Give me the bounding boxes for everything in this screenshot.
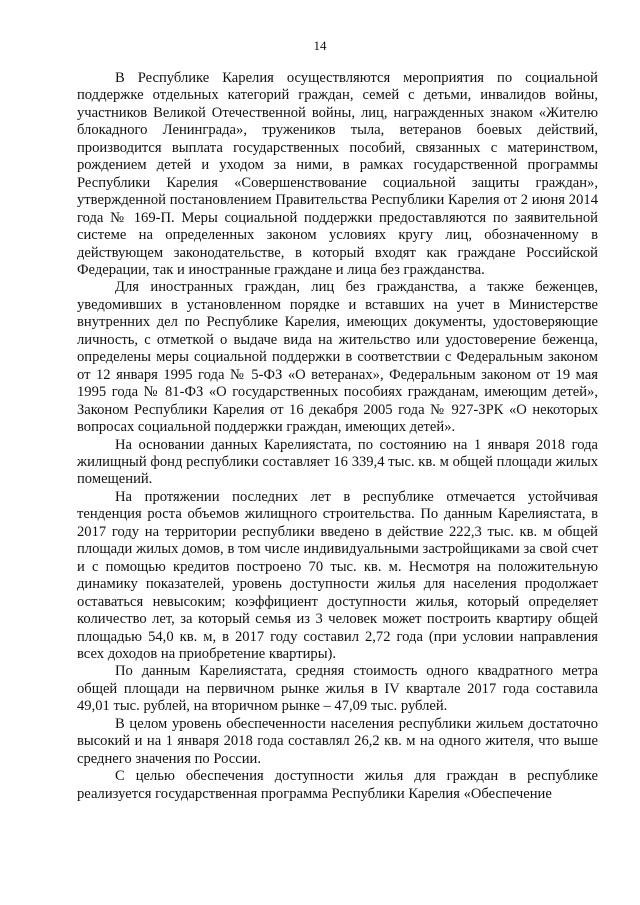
paragraph-foreign-citizens: Для иностранных граждан, лиц без гражданства, а также беженцев, уведомивших в установленном порядке и вставших на учет в Министерстве внутренних дел по Республике Карелия, имеющих документы, удостоверяющие личность, с отметкой о выдаче вида на жительство или удостоверение беженца, определены меры социальной поддержки в соответствии с Федеральным законом от 12 января 1995 года № 5-ФЗ «О ветеранах», Федеральным законом от 19 мая 1995 года № 81-ФЗ «О государственных пособиях гражданам, имеющим детей», Законом Республики Карелия от 16 декабря 2005 года № 927-ЗРК «О некоторых вопросах социальной поддержки граждан, имеющих детей». xyxy=(77,279,598,436)
paragraph-state-program: С целью обеспечения доступности жилья для граждан в республике реализуется государственная программа Республики Карелия «Обеспечение xyxy=(77,768,598,802)
paragraph-price-per-square-meter: По данным Карелиястата, средняя стоимость одного квадратного метра общей площади на первичном рынке жилья в IV квартале 2017 года составила 49,01 тыс. рублей, на вторичном рынке – 47,09 тыс. рублей. xyxy=(77,663,598,715)
paragraph-housing-provision: В целом уровень обеспеченности населения республики жильем достаточно высокий и на 1 января 2018 года составлял 26,2 кв. м на одного жителя, что выше среднего значения по России. xyxy=(77,715,598,767)
paragraph-housing-construction: На протяжении последних лет в республике отмечается устойчивая тенденция роста объемов жилищного строительства. По данным Карелиястата, в 2017 году на территории республики введено в действие 222,3 тыс. кв. м общей площади жилых домов, в том числе индивидуальными застройщиками за свой счет и с помощью кредитов построено 70 тыс. кв. м. Несмотря на положительную динамику показателей, уровень доступности жилья для населения продолжает оставаться невысоким; коэффициент доступности жилья, который определяет количество лет, за который семья из 3 человек может построить квартиру общей площадью 54,0 кв. м, в 2017 году составил 2,72 года (при условии направления всех доходов на приобретение квартиры). xyxy=(77,488,598,662)
paragraph-housing-stock: На основании данных Карелиястата, по состоянию на 1 января 2018 года жилищный фонд республики составляет 16 339,4 тыс. кв. м общей площади жилых помещений. xyxy=(77,436,598,488)
paragraph-social-support: В Республике Карелия осуществляются мероприятия по социальной поддержке отдельных категорий граждан, семей с детьми, инвалидов войны, участников Великой Отечественной войны, лиц, награжденных знаком «Жителю блокадного Ленинграда», тружеников тыла, ветеранов боевых действий, производится выплата государственных пособий, связанных с материнством, рождением детей и уходом за ними, в рамках государственной программы Республики Карелия «Совершенствование социальной защиты граждан», утвержденной постановлением Правительства Республики Карелия от 2 июня 2014 года № 169-П. Меры социальной поддержки предоставляются по заявительной системе на определенных законом условиях кругу лиц, обозначенному в действующем законодательстве, в который входят как граждане Российской Федерации, так и иностранные граждане и лица без гражданства. xyxy=(77,70,598,278)
body-text xyxy=(77,70,598,803)
page-number: 14 xyxy=(313,38,327,53)
